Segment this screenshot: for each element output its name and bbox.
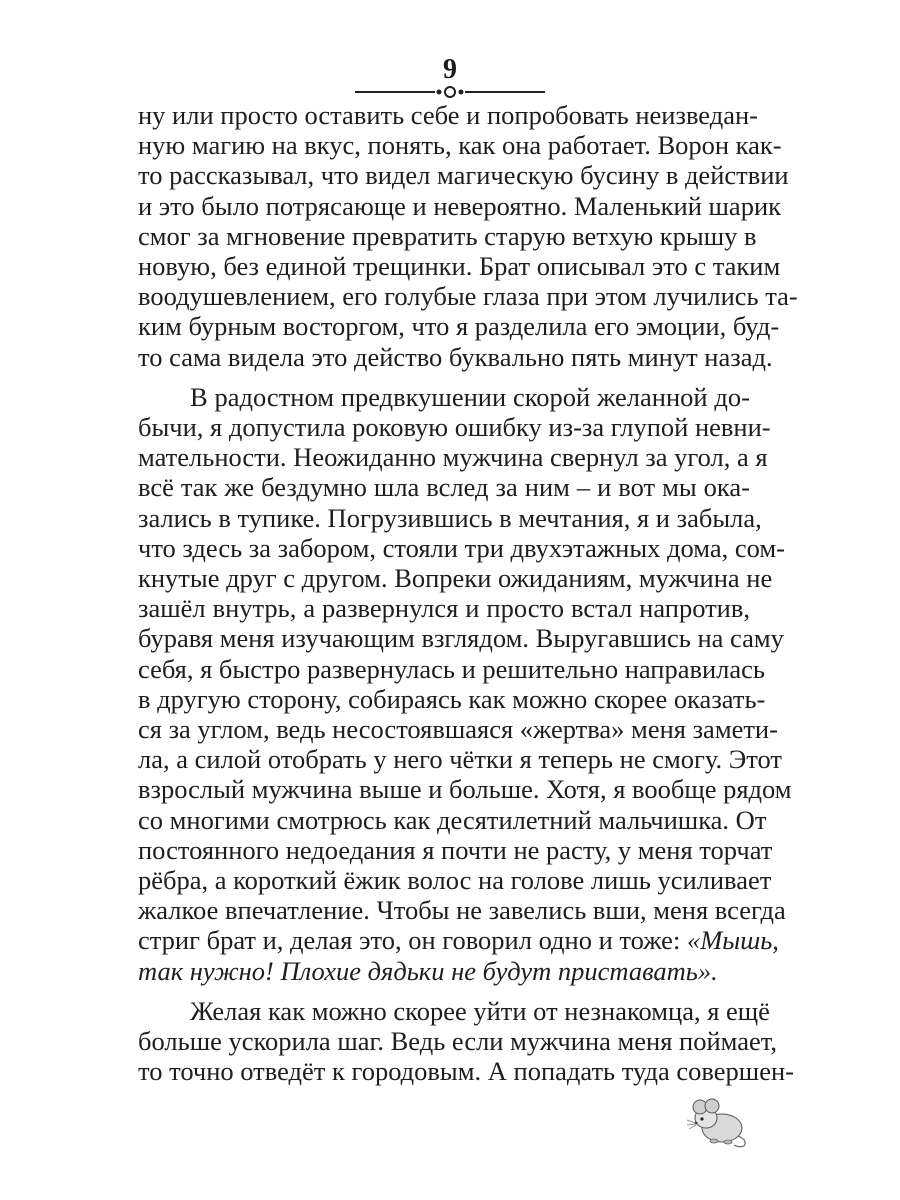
quote-text: так нужно! Плохие дядьки не будут приставать». [138,955,718,986]
paragraph-2 [138,381,792,986]
text-line: взрослый мужчина выше и больше. Хотя, я вообще рядом [138,774,792,805]
body-text [138,100,798,1087]
text-line [138,956,750,986]
mouse-icon [686,1088,752,1148]
text-line: и это было потрясающе и невероятно. Маленький шарик [138,190,782,221]
text-line: смог за мгновение превратить старую ветхую крышу в [138,220,757,251]
text-line: Желая как можно скорее уйти от незнакомца, я ещё [190,995,770,1026]
text-line: что здесь за забором, стояли три двухэтажных дома, сом- [138,532,785,563]
text-line: со многими смотрюсь как десятилетний мальчишка. От [138,804,767,835]
text-line [138,925,779,956]
page-number: 9 [443,54,457,85]
text-line: рёбра, а короткий ёжик волос на голове лишь усиливает [138,865,772,896]
text-line: постоянного недоедания я почти не расту, у меня торчат [138,834,773,865]
text-line: жалкое впечатление. Чтобы не завелись вши, меня всегда [138,895,786,926]
text-line: ну или просто оставить себе и попробовать неизведан- [138,100,758,130]
page-header [0,52,900,102]
paragraph-1 [138,100,798,372]
text-line: кнутые друг с другом. Вопреки ожиданиям, мужчина не [138,563,773,594]
text-line: то рассказывал, что видел магическую бусину в действии [138,160,789,191]
text-line: бычи, я допустила роковую ошибку из-за глупой невни- [138,412,771,443]
text-line: мательности. Неожиданно мужчина свернул за угол, а я [138,442,768,473]
text-line: новую, без единой трещинки. Брат описывал это с таким [138,251,781,282]
text-line: ла, а силой отобрать у него чётки я теперь не смогу. Этот [138,744,782,775]
text-line: буравя меня изучающим взглядом. Выругавшись на саму [138,623,784,654]
text-line: зались в тупике. Погрузившись в мечтания, я и забыла, [138,502,762,533]
text-line: ким бурным восторгом, что я разделила его эмоции, буд- [138,311,780,342]
text-line: то сама видела это действо буквально пять минут назад. [138,341,773,372]
text-line: в другую сторону, собираясь как можно скорее оказать- [138,683,766,714]
text-line: ную магию на вкус, понять, как она работает. Ворон как- [138,130,782,161]
text-line-part: стриг брат и, делая это, он говорил одно и тоже: [138,925,681,956]
text-line: зашёл внутрь, а развернулся и просто встал напротив, [138,593,750,624]
text-line: то точно отведёт к городовым. А попадать туда совершен- [138,1056,794,1087]
text-line: воодушевлением, его голубые глаза при этом лучились та- [138,281,798,312]
text-line: ся за углом, ведь несостоявшаяся «жертва» меня замети- [138,714,778,745]
ornament-line-icon [355,85,545,99]
text-line: себя, я быстро развернулась и решительно направилась [138,653,766,684]
quote-text: «Мышь, [686,925,779,956]
paragraph-3 [138,995,794,1087]
text-line: В радостном предвкушении скорой желанной до- [190,381,750,412]
text-line: всё так же бездумно шла вслед за ним – и вот мы ока- [138,472,750,503]
text-line: больше ускорила шаг. Ведь если мужчина меня поймает, [138,1026,777,1057]
